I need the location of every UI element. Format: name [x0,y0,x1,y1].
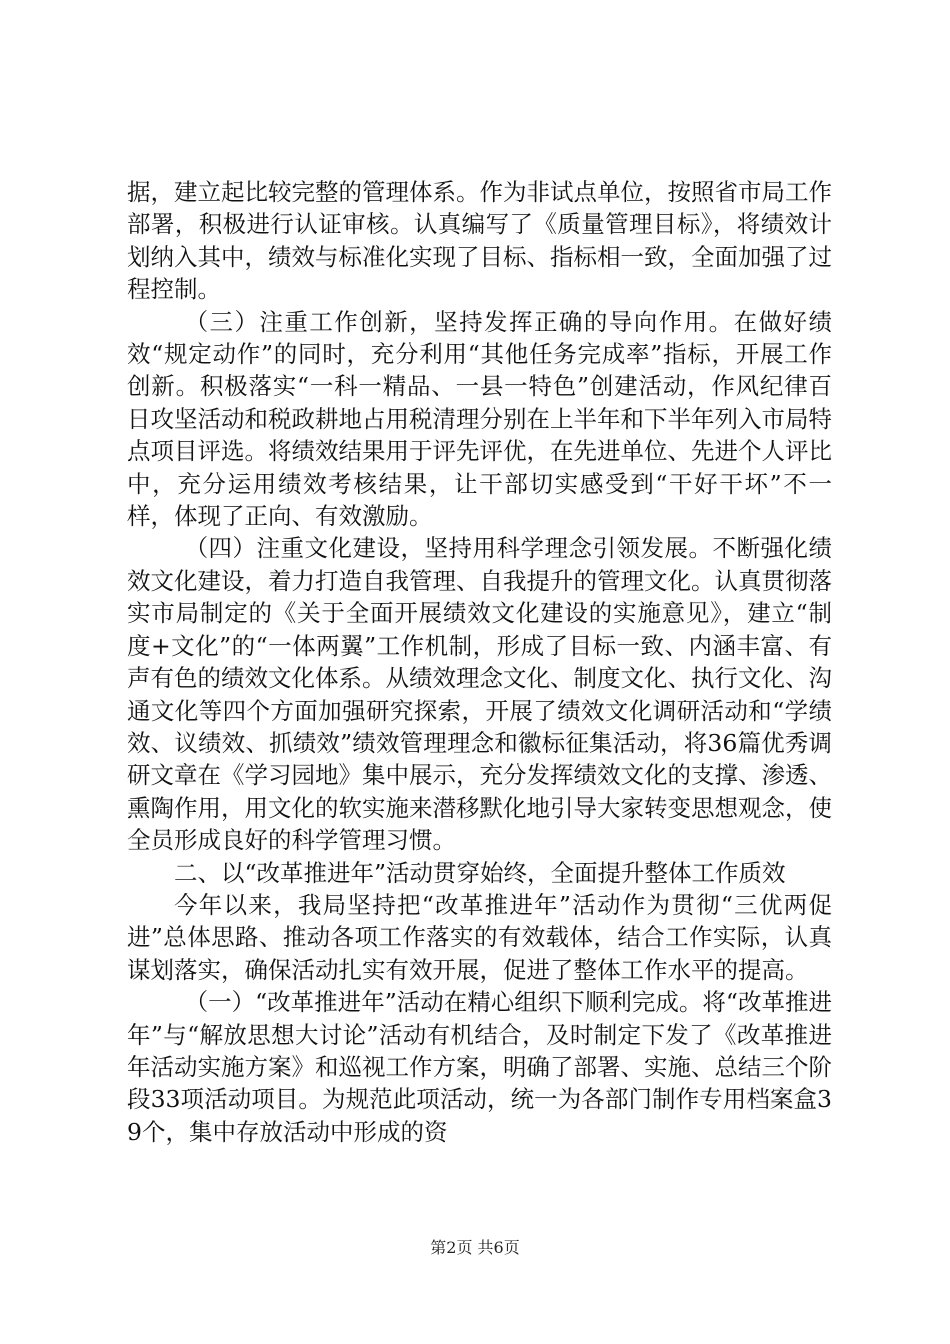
paragraph-section-three: （三）注重工作创新，坚持发挥正确的导向作用。在做好绩效“规定动作”的同时，充分利用“其他任务完成率”指标，开展工作创新。积极落实“一科一精品、一县一特色”创建活动，作风纪律百日攻坚活动和税政耕地占用税清理分别在上半年和下半年列入市局特点项目评选。将绩效结果用于评先评优，在先进单位、先进个人评比中，充分运用绩效考核结果，让干部切实感受到“干好干坏”不一样，体现了正向、有效激励。 [127,307,832,531]
page-number: 第2页 共6页 [430,1238,520,1257]
heading-section-two: 二、以“改革推进年”活动贯穿始终，全面提升整体工作质效 [174,858,786,887]
paragraph-continued: 据，建立起比较完整的管理体系。作为非试点单位，按照省市局工作部署，积极进行认证审核。认真编写了《质量管理目标》，将绩效计划纳入其中，绩效与标准化实现了目标、指标相一致，全面加强了过程控制。 [127,178,832,304]
document-body [127,176,832,1148]
paragraph-intro: 今年以来，我局坚持把“改革推进年”活动作为贯彻“三优两促进”总体思路、推动各项工作落实的有效载体，结合工作实际，认真谋划落实，确保活动扎实有效开展，促进了整体工作水平的提高。 [127,890,832,984]
paragraph-subsection-one: （一）“改革推进年”活动在精心组织下顺利完成。将“改革推进年”与“解放思想大讨论”活动有机结合，及时制定下发了《改革推进年活动实施方案》和巡视工作方案，明确了部署、实施、总结三个阶段33项活动项目。为规范此项活动，统一为各部门制作专用档案盒39个，集中存放活动中形成的资 [127,988,832,1146]
paragraph-section-four: （四）注重文化建设，坚持用科学理念引领发展。不断强化绩效文化建设，着力打造自我管理、自我提升的管理文化。认真贯彻落实市局制定的《关于全面开展绩效文化建设的实施意见》，建立“制度+文化”的“一体两翼”工作机制，形成了目标一致、内涵丰富、有声有色的绩效文化体系。从绩效理念文化、制度文化、执行文化、沟通文化等四个方面加强研究探索，开展了绩效文化调研活动和“学绩效、议绩效、抓绩效”绩效管理理念和徽标征集活动，将36篇优秀调研文章在《学习园地》集中展示，充分发挥绩效文化的支撑、渗透、熏陶作用，用文化的软实施来潜移默化地引导大家转变思想观念，使全员形成良好的科学管理习惯。 [127,534,832,855]
